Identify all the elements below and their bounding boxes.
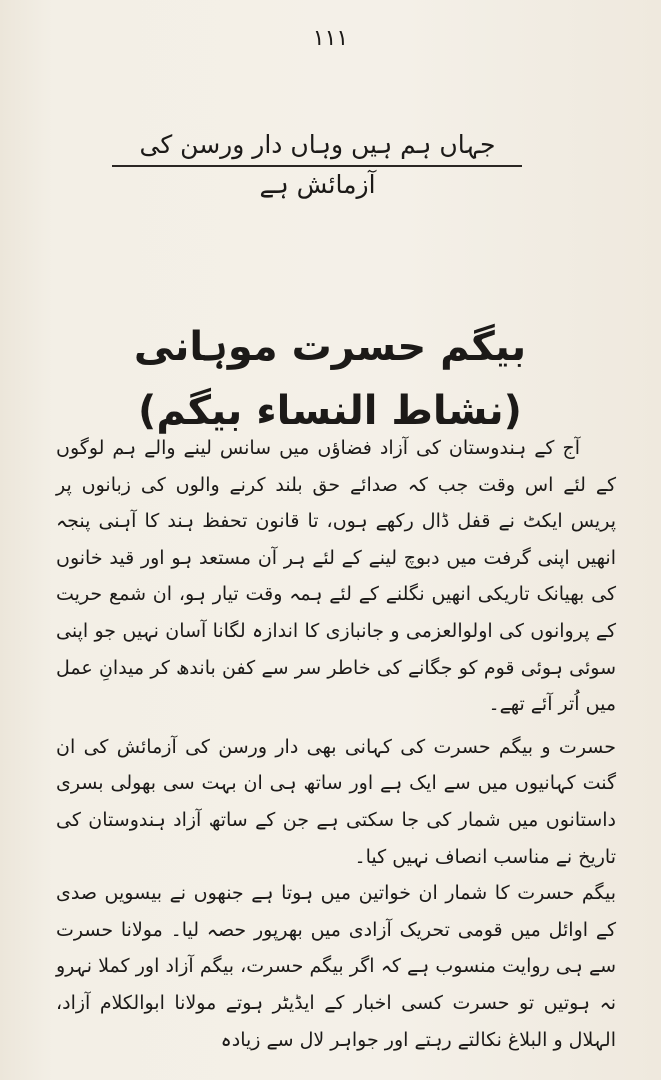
paragraph-1: آج کے ہندوستان کی آزاد فضاؤں میں سانس لینے والے ہم لوگوں کے لئے اس وقت جب کہ صدائے حق بلند کرنے والوں کی زبانوں پر پریس ایکٹ نے قفل ڈال رکھے ہوں، تا قانون تحفظ ہند کا آہنی پنجہ انھیں اپنی گرفت میں دبوچ لینے کے لئے ہر آن مستعد ہو اور قید خانوں کی بھیانک تاریکی انھیں نگلنے کے لئے ہمہ وقت تیار ہو، ان شمع حریت کے پروانوں کی اولوالعزمی و جانبازی کا اندازہ لگانا آسان نہیں جو اپنی سوئی ہوئی قوم کو جگانے کی خاطر سر سے کفن باندھ کر میدانِ عمل میں اُتر آئے تھے۔ <box>56 437 616 716</box>
running-header: جہاں ہم ہیں وہاں دار ورسن کی آزمائش ہے <box>139 130 496 199</box>
paragraph-2: حسرت و بیگم حسرت کی کہانی بھی دار ورسن کی آزمائش کی ان گنت کہانیوں میں سے ایک ہے اور ساتھ ہی ان بہت سی بھولی بسری داستانوں میں شمار کی جا سکتی ہے جن کے ساتھ آزاد ہندوستان کی تاریخ نے مناسب انصاف نہیں کیا۔ <box>56 735 616 868</box>
chapter-title: بیگم حسرت موہانی (نشاط النساء بیگم) <box>133 324 527 434</box>
paragraph-3: بیگم حسرت کا شمار ان خواتین میں ہوتا ہے جنھوں نے بیسویں صدی کے اوائل میں قومی تحریک آزادی میں بھرپور حصہ لیا۔ مولانا حسرت سے ہی روایت منسوب ہے کہ اگر بیگم حسرت، بیگم آزاد اور کملا نہرو نہ ہوتیں تو حسرت کسی اخبار کے ایڈیٹر ہوتے مولانا ابوالکلام آزاد، الہلال و البلاغ نکالتے رہتے اور جواہر لال سے زیادہ <box>56 882 616 1051</box>
body-text <box>56 430 616 1058</box>
header-underline <box>112 165 522 167</box>
page-number: ۱۱۱ <box>312 26 349 51</box>
